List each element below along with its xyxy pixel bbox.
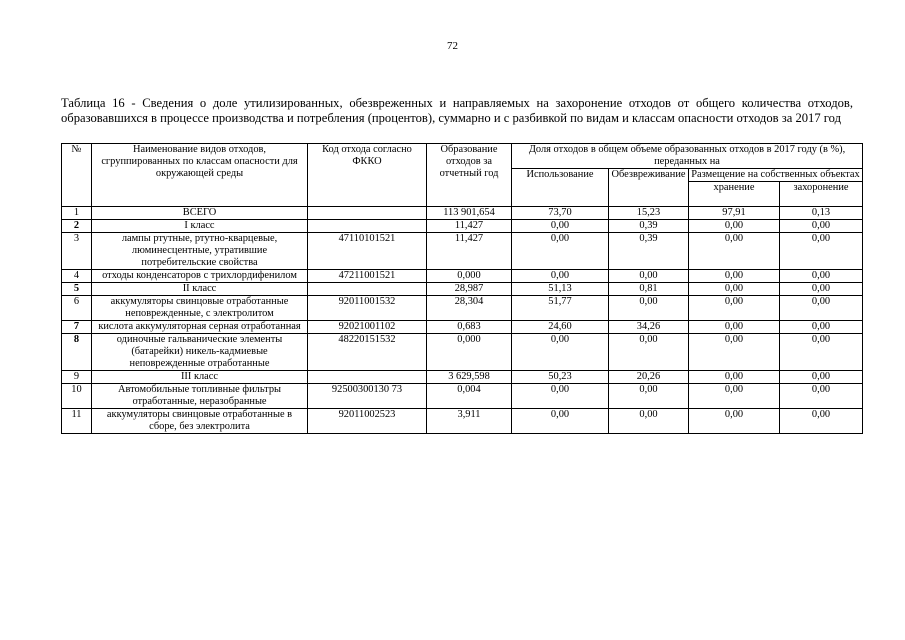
header-share: Доля отходов в общем объеме образованных отходов в 2017 году (в %), переданных на: [512, 144, 863, 169]
cell-burial: 0,00: [780, 283, 863, 296]
cell-formed: 28,304: [427, 296, 512, 321]
cell-neutral: 0,81: [609, 283, 689, 296]
header-use: Использование: [512, 169, 609, 207]
cell-num: 10: [62, 384, 92, 409]
cell-use: 73,70: [512, 207, 609, 220]
cell-name: II класс: [92, 283, 308, 296]
cell-storage: 0,00: [689, 296, 780, 321]
cell-use: 51,13: [512, 283, 609, 296]
cell-neutral: 15,23: [609, 207, 689, 220]
cell-formed: 11,427: [427, 233, 512, 270]
cell-name: кислота аккумуляторная серная отработанная: [92, 321, 308, 334]
cell-neutral: 0,39: [609, 233, 689, 270]
cell-burial: 0,00: [780, 371, 863, 384]
cell-num: 2: [62, 220, 92, 233]
cell-neutral: 0,00: [609, 296, 689, 321]
cell-name: аккумуляторы свинцовые отработанные неповрежденные, с электролитом: [92, 296, 308, 321]
waste-table: [61, 143, 863, 434]
cell-name: аккумуляторы свинцовые отработанные в сборе, без электролита: [92, 409, 308, 434]
cell-burial: 0,00: [780, 334, 863, 371]
cell-burial: 0,00: [780, 321, 863, 334]
cell-use: 51,77: [512, 296, 609, 321]
cell-code: [308, 371, 427, 384]
cell-code: 47110101521: [308, 233, 427, 270]
table-row: [62, 409, 863, 434]
cell-num: 9: [62, 371, 92, 384]
cell-burial: 0,00: [780, 220, 863, 233]
cell-use: 0,00: [512, 334, 609, 371]
cell-storage: 0,00: [689, 334, 780, 371]
cell-neutral: 34,26: [609, 321, 689, 334]
cell-name: одиночные гальванические элементы (батарейки) никель-кадмиевые неповрежденные отработанные: [92, 334, 308, 371]
table-row: [62, 270, 863, 283]
cell-num: 8: [62, 334, 92, 371]
cell-num: 4: [62, 270, 92, 283]
cell-name: I класс: [92, 220, 308, 233]
cell-formed: 0,683: [427, 321, 512, 334]
cell-code: 92011001532: [308, 296, 427, 321]
table-caption: Таблица 16 - Сведения о доле утилизированных, обезвреженных и направляемых на захоронение отходов от общего количества отходов, образовавшихся в процессе производства и потребления (процентов), суммарно и с разбивкой по видам и классам опасности отходов за 2017 год: [61, 96, 853, 125]
table-row: [62, 283, 863, 296]
cell-formed: 11,427: [427, 220, 512, 233]
table-body: [62, 207, 863, 434]
table-row: [62, 233, 863, 270]
table-row: [62, 207, 863, 220]
header-code: Код отхода согласно ФККО: [308, 144, 427, 207]
cell-code: [308, 283, 427, 296]
cell-neutral: 0,00: [609, 409, 689, 434]
cell-num: 3: [62, 233, 92, 270]
cell-burial: 0,13: [780, 207, 863, 220]
cell-num: 1: [62, 207, 92, 220]
cell-storage: 0,00: [689, 321, 780, 334]
cell-formed: 28,987: [427, 283, 512, 296]
table-row: [62, 371, 863, 384]
cell-num: 7: [62, 321, 92, 334]
cell-name: III класс: [92, 371, 308, 384]
cell-storage: 0,00: [689, 283, 780, 296]
cell-name: ВСЕГО: [92, 207, 308, 220]
header-neutral: Обезвреживание: [609, 169, 689, 207]
page-number: 72: [447, 40, 458, 52]
cell-code: [308, 207, 427, 220]
header-name: Наименование видов отходов, сгруппированных по классам опасности для окружающей среды: [92, 144, 308, 207]
cell-storage: 0,00: [689, 233, 780, 270]
table-row: [62, 334, 863, 371]
table-row: [62, 296, 863, 321]
cell-code: 48220151532: [308, 334, 427, 371]
table-row: [62, 321, 863, 334]
cell-name: лампы ртутные, ртутно-кварцевые, люминесцентные, утратившие потребительские свойства: [92, 233, 308, 270]
cell-burial: 0,00: [780, 409, 863, 434]
cell-use: 0,00: [512, 384, 609, 409]
header-storage: хранение: [689, 182, 780, 207]
cell-use: 0,00: [512, 270, 609, 283]
header-formed: Образование отходов за отчетный год: [427, 144, 512, 207]
cell-use: 0,00: [512, 409, 609, 434]
header-num: №: [62, 144, 92, 207]
cell-storage: 0,00: [689, 270, 780, 283]
cell-neutral: 20,26: [609, 371, 689, 384]
cell-burial: 0,00: [780, 270, 863, 283]
cell-use: 50,23: [512, 371, 609, 384]
cell-name: Автомобильные топливные фильтры отработанные, неразобранные: [92, 384, 308, 409]
cell-name: отходы конденсаторов с трихлордифенилом: [92, 270, 308, 283]
cell-formed: 0,004: [427, 384, 512, 409]
cell-storage: 97,91: [689, 207, 780, 220]
cell-num: 11: [62, 409, 92, 434]
cell-formed: 3 629,598: [427, 371, 512, 384]
cell-formed: 0,000: [427, 270, 512, 283]
cell-num: 5: [62, 283, 92, 296]
cell-neutral: 0,00: [609, 270, 689, 283]
cell-code: 92021001102: [308, 321, 427, 334]
header-burial: захоронение: [780, 182, 863, 207]
cell-storage: 0,00: [689, 220, 780, 233]
cell-neutral: 0,39: [609, 220, 689, 233]
cell-storage: 0,00: [689, 409, 780, 434]
cell-use: 24,60: [512, 321, 609, 334]
cell-use: 0,00: [512, 220, 609, 233]
cell-formed: 113 901,654: [427, 207, 512, 220]
cell-code: [308, 220, 427, 233]
cell-storage: 0,00: [689, 384, 780, 409]
table-row: [62, 384, 863, 409]
cell-code: 47211001521: [308, 270, 427, 283]
cell-burial: 0,00: [780, 296, 863, 321]
table-row: [62, 220, 863, 233]
cell-formed: 3,911: [427, 409, 512, 434]
cell-neutral: 0,00: [609, 334, 689, 371]
cell-storage: 0,00: [689, 371, 780, 384]
cell-burial: 0,00: [780, 384, 863, 409]
header-placement: Размещение на собственных объектах: [689, 169, 863, 182]
cell-code: 92500300130 73: [308, 384, 427, 409]
cell-formed: 0,000: [427, 334, 512, 371]
cell-code: 92011002523: [308, 409, 427, 434]
cell-use: 0,00: [512, 233, 609, 270]
cell-neutral: 0,00: [609, 384, 689, 409]
cell-num: 6: [62, 296, 92, 321]
cell-burial: 0,00: [780, 233, 863, 270]
